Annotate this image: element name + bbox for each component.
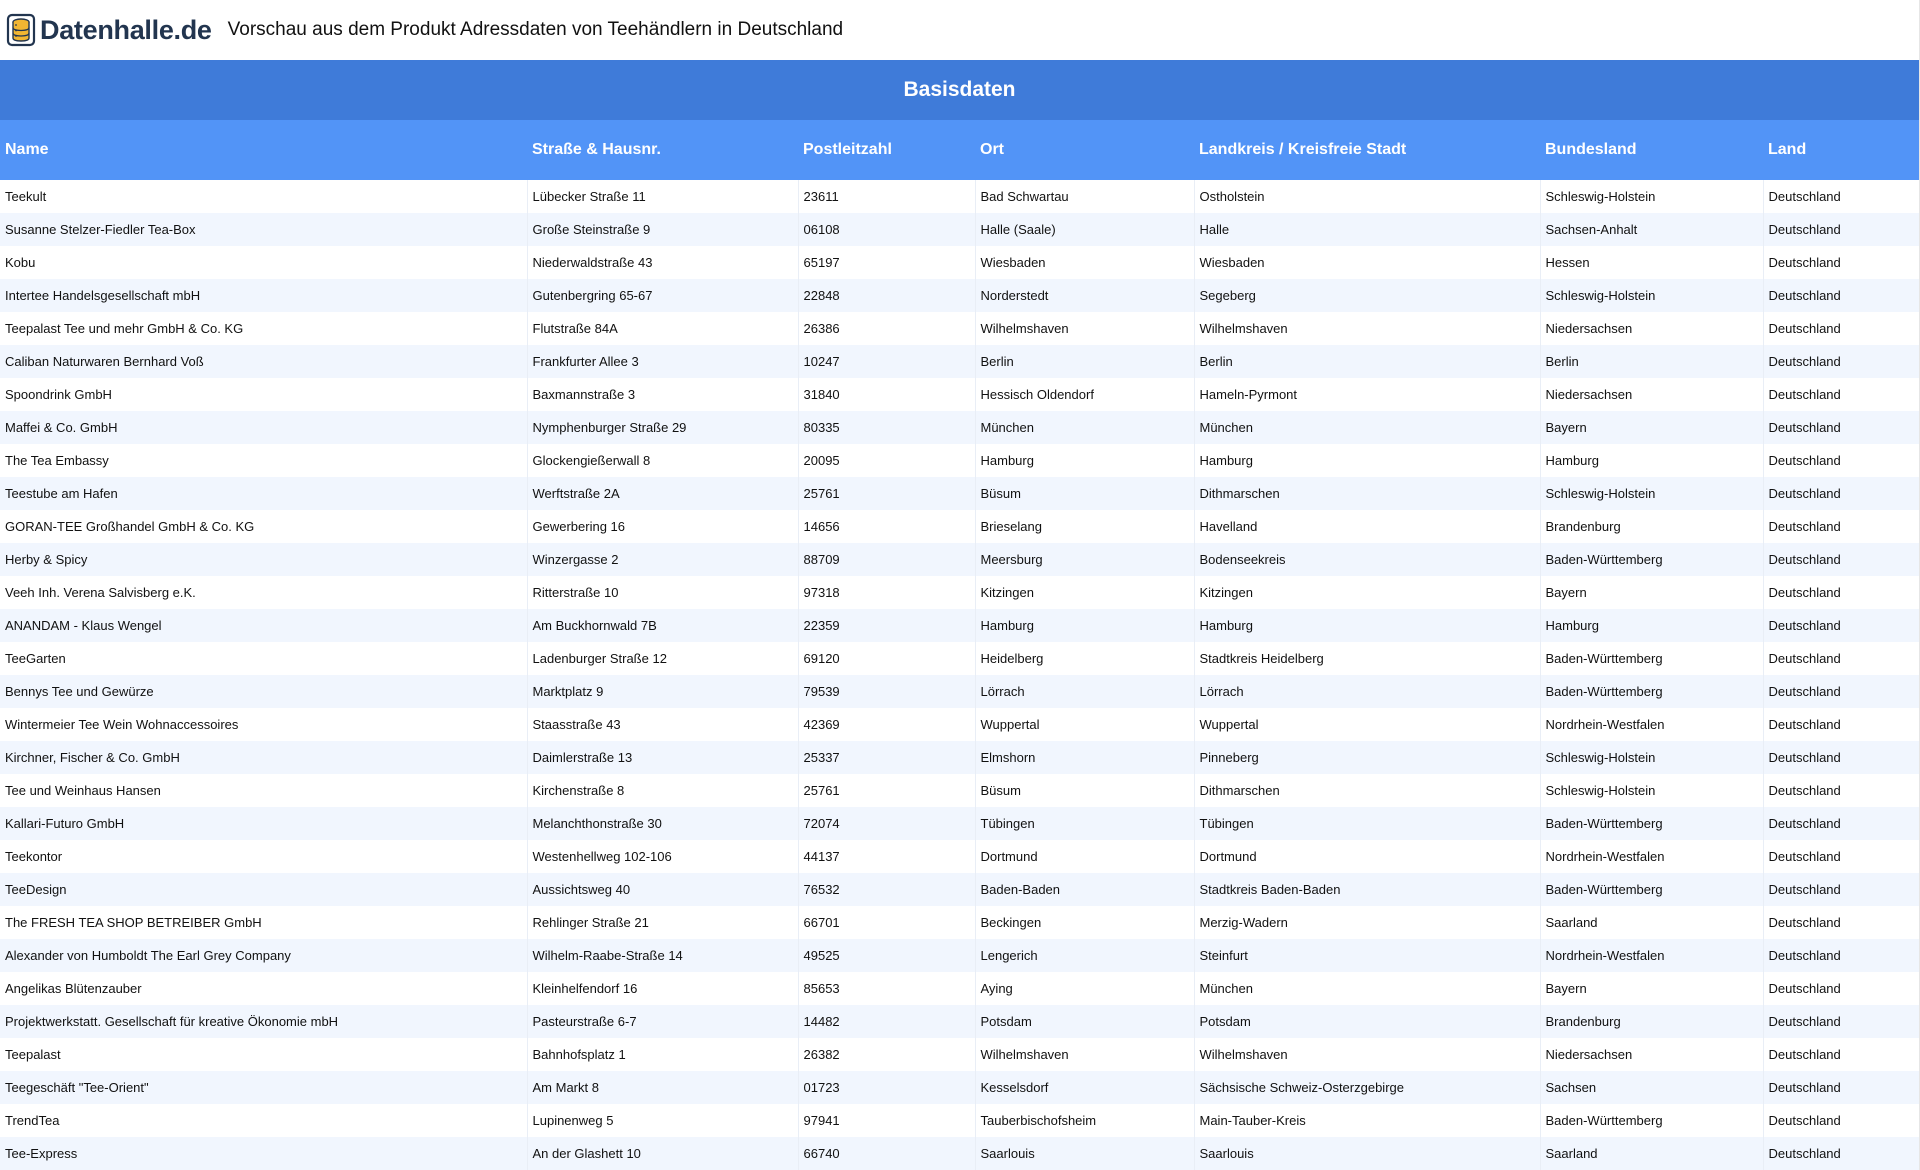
cell-state: Bayern bbox=[1540, 411, 1763, 444]
cell-city: Büsum bbox=[975, 477, 1194, 510]
cell-country: Deutschland bbox=[1763, 840, 1919, 873]
cell-name: Susanne Stelzer-Fiedler Tea-Box bbox=[0, 213, 527, 246]
cell-country: Deutschland bbox=[1763, 510, 1919, 543]
table-row[interactable] bbox=[0, 1104, 1919, 1137]
cell-district: Wilhelmshaven bbox=[1194, 312, 1540, 345]
cell-state: Nordrhein-Westfalen bbox=[1540, 939, 1763, 972]
cell-street: Ritterstraße 10 bbox=[527, 576, 798, 609]
cell-state: Niedersachsen bbox=[1540, 378, 1763, 411]
column-header-postal-code[interactable]: Postleitzahl bbox=[798, 120, 975, 180]
cell-street: Baxmannstraße 3 bbox=[527, 378, 798, 411]
cell-country: Deutschland bbox=[1763, 1071, 1919, 1104]
cell-country: Deutschland bbox=[1763, 378, 1919, 411]
cell-city: Hamburg bbox=[975, 444, 1194, 477]
cell-city: Elmshorn bbox=[975, 741, 1194, 774]
cell-street: Daimlerstraße 13 bbox=[527, 741, 798, 774]
table-row[interactable] bbox=[0, 708, 1919, 741]
cell-country: Deutschland bbox=[1763, 807, 1919, 840]
cell-postal-code: 25761 bbox=[798, 477, 975, 510]
cell-district: Ostholstein bbox=[1194, 180, 1540, 213]
cell-state: Baden-Württemberg bbox=[1540, 642, 1763, 675]
brand-logo[interactable] bbox=[6, 13, 212, 47]
cell-district: Lörrach bbox=[1194, 675, 1540, 708]
cell-postal-code: 72074 bbox=[798, 807, 975, 840]
table-row[interactable] bbox=[0, 642, 1919, 675]
cell-street: Große Steinstraße 9 bbox=[527, 213, 798, 246]
cell-state: Sachsen bbox=[1540, 1071, 1763, 1104]
cell-name: Caliban Naturwaren Bernhard Voß bbox=[0, 345, 527, 378]
cell-city: Norderstedt bbox=[975, 279, 1194, 312]
cell-street: Gutenbergring 65-67 bbox=[527, 279, 798, 312]
cell-city: Saarlouis bbox=[975, 1137, 1194, 1170]
cell-state: Baden-Württemberg bbox=[1540, 543, 1763, 576]
cell-state: Niedersachsen bbox=[1540, 1038, 1763, 1071]
cell-country: Deutschland bbox=[1763, 213, 1919, 246]
cell-country: Deutschland bbox=[1763, 609, 1919, 642]
cell-state: Niedersachsen bbox=[1540, 312, 1763, 345]
cell-city: Brieselang bbox=[975, 510, 1194, 543]
cell-name: Maffei & Co. GmbH bbox=[0, 411, 527, 444]
cell-district: Potsdam bbox=[1194, 1005, 1540, 1038]
cell-state: Baden-Württemberg bbox=[1540, 807, 1763, 840]
table-row[interactable] bbox=[0, 444, 1919, 477]
cell-district: Hameln-Pyrmont bbox=[1194, 378, 1540, 411]
column-header-country[interactable]: Land bbox=[1763, 120, 1919, 180]
cell-state: Berlin bbox=[1540, 345, 1763, 378]
cell-postal-code: 66701 bbox=[798, 906, 975, 939]
cell-state: Bayern bbox=[1540, 576, 1763, 609]
cell-name: TeeDesign bbox=[0, 873, 527, 906]
cell-state: Schleswig-Holstein bbox=[1540, 477, 1763, 510]
cell-street: Wilhelm-Raabe-Straße 14 bbox=[527, 939, 798, 972]
table-row[interactable] bbox=[0, 213, 1919, 246]
table-row[interactable] bbox=[0, 378, 1919, 411]
cell-district: München bbox=[1194, 411, 1540, 444]
cell-name: Kallari-Futuro GmbH bbox=[0, 807, 527, 840]
cell-postal-code: 49525 bbox=[798, 939, 975, 972]
section-title: Basisdaten bbox=[903, 78, 1016, 101]
cell-name: Angelikas Blütenzauber bbox=[0, 972, 527, 1005]
page-title: Vorschau aus dem Produkt Adressdaten von Teehändlern in Deutschland bbox=[227, 19, 844, 40]
cell-street: Niederwaldstraße 43 bbox=[527, 246, 798, 279]
cell-district: Wilhelmshaven bbox=[1194, 1038, 1540, 1071]
cell-street: Winzergasse 2 bbox=[527, 543, 798, 576]
cell-district: Segeberg bbox=[1194, 279, 1540, 312]
cell-postal-code: 23611 bbox=[798, 180, 975, 213]
cell-country: Deutschland bbox=[1763, 675, 1919, 708]
cell-country: Deutschland bbox=[1763, 543, 1919, 576]
cell-postal-code: 14656 bbox=[798, 510, 975, 543]
table-row[interactable] bbox=[0, 180, 1919, 213]
cell-street: Am Markt 8 bbox=[527, 1071, 798, 1104]
cell-name: ANANDAM - Klaus Wengel bbox=[0, 609, 527, 642]
cell-postal-code: 26382 bbox=[798, 1038, 975, 1071]
cell-street: Melanchthonstraße 30 bbox=[527, 807, 798, 840]
cell-postal-code: 06108 bbox=[798, 213, 975, 246]
table-row[interactable] bbox=[0, 972, 1919, 1005]
cell-street: An der Glashett 10 bbox=[527, 1137, 798, 1170]
cell-postal-code: 31840 bbox=[798, 378, 975, 411]
cell-city: Tauberbischofsheim bbox=[975, 1104, 1194, 1137]
cell-postal-code: 97941 bbox=[798, 1104, 975, 1137]
cell-postal-code: 22848 bbox=[798, 279, 975, 312]
cell-state: Schleswig-Holstein bbox=[1540, 741, 1763, 774]
cell-city: Kesselsdorf bbox=[975, 1071, 1194, 1104]
cell-city: Heidelberg bbox=[975, 642, 1194, 675]
cell-city: Wuppertal bbox=[975, 708, 1194, 741]
cell-postal-code: 66740 bbox=[798, 1137, 975, 1170]
database-logo-icon bbox=[6, 13, 36, 47]
cell-name: TeeGarten bbox=[0, 642, 527, 675]
cell-name: Wintermeier Tee Wein Wohnaccessoires bbox=[0, 708, 527, 741]
cell-postal-code: 01723 bbox=[798, 1071, 975, 1104]
table-row[interactable] bbox=[0, 477, 1919, 510]
cell-city: Aying bbox=[975, 972, 1194, 1005]
cell-country: Deutschland bbox=[1763, 345, 1919, 378]
table-row[interactable] bbox=[0, 939, 1919, 972]
cell-city: Berlin bbox=[975, 345, 1194, 378]
column-header-name[interactable]: Name bbox=[0, 120, 527, 180]
cell-district: Stadtkreis Baden-Baden bbox=[1194, 873, 1540, 906]
cell-state: Nordrhein-Westfalen bbox=[1540, 708, 1763, 741]
cell-street: Aussichtsweg 40 bbox=[527, 873, 798, 906]
cell-state: Hamburg bbox=[1540, 444, 1763, 477]
cell-postal-code: 44137 bbox=[798, 840, 975, 873]
cell-state: Nordrhein-Westfalen bbox=[1540, 840, 1763, 873]
table-row[interactable] bbox=[0, 1038, 1919, 1071]
cell-state: Sachsen-Anhalt bbox=[1540, 213, 1763, 246]
cell-district: Havelland bbox=[1194, 510, 1540, 543]
cell-postal-code: 22359 bbox=[798, 609, 975, 642]
table-row[interactable] bbox=[0, 576, 1919, 609]
cell-postal-code: 85653 bbox=[798, 972, 975, 1005]
cell-district: Tübingen bbox=[1194, 807, 1540, 840]
cell-street: Flutstraße 84A bbox=[527, 312, 798, 345]
column-header-city[interactable]: Ort bbox=[975, 120, 1194, 180]
cell-state: Baden-Württemberg bbox=[1540, 1104, 1763, 1137]
cell-state: Brandenburg bbox=[1540, 510, 1763, 543]
cell-street: Glockengießerwall 8 bbox=[527, 444, 798, 477]
cell-postal-code: 69120 bbox=[798, 642, 975, 675]
cell-street: Werftstraße 2A bbox=[527, 477, 798, 510]
cell-city: Halle (Saale) bbox=[975, 213, 1194, 246]
cell-street: Lupinenweg 5 bbox=[527, 1104, 798, 1137]
cell-state: Saarland bbox=[1540, 1137, 1763, 1170]
cell-country: Deutschland bbox=[1763, 1104, 1919, 1137]
cell-state: Hessen bbox=[1540, 246, 1763, 279]
cell-name: Spoondrink GmbH bbox=[0, 378, 527, 411]
cell-name: Teepalast bbox=[0, 1038, 527, 1071]
cell-street: Rehlinger Straße 21 bbox=[527, 906, 798, 939]
cell-street: Frankfurter Allee 3 bbox=[527, 345, 798, 378]
table-body bbox=[0, 180, 1919, 1170]
table-row[interactable] bbox=[0, 246, 1919, 279]
cell-city: Baden-Baden bbox=[975, 873, 1194, 906]
cell-district: Berlin bbox=[1194, 345, 1540, 378]
cell-street: Gewerbering 16 bbox=[527, 510, 798, 543]
table-row[interactable] bbox=[0, 279, 1919, 312]
cell-postal-code: 79539 bbox=[798, 675, 975, 708]
cell-country: Deutschland bbox=[1763, 1005, 1919, 1038]
cell-state: Hamburg bbox=[1540, 609, 1763, 642]
cell-street: Kleinhelfendorf 16 bbox=[527, 972, 798, 1005]
cell-city: München bbox=[975, 411, 1194, 444]
cell-name: The FRESH TEA SHOP BETREIBER GmbH bbox=[0, 906, 527, 939]
cell-postal-code: 25761 bbox=[798, 774, 975, 807]
cell-state: Schleswig-Holstein bbox=[1540, 774, 1763, 807]
cell-postal-code: 20095 bbox=[798, 444, 975, 477]
cell-district: Pinneberg bbox=[1194, 741, 1540, 774]
cell-state: Bayern bbox=[1540, 972, 1763, 1005]
cell-street: Lübecker Straße 11 bbox=[527, 180, 798, 213]
cell-country: Deutschland bbox=[1763, 972, 1919, 1005]
cell-name: Teekontor bbox=[0, 840, 527, 873]
cell-country: Deutschland bbox=[1763, 939, 1919, 972]
brand-name: Datenhalle.de bbox=[40, 14, 212, 45]
cell-city: Wilhelmshaven bbox=[975, 312, 1194, 345]
cell-postal-code: 65197 bbox=[798, 246, 975, 279]
cell-postal-code: 26386 bbox=[798, 312, 975, 345]
cell-district: Dithmarschen bbox=[1194, 774, 1540, 807]
cell-city: Bad Schwartau bbox=[975, 180, 1194, 213]
cell-postal-code: 14482 bbox=[798, 1005, 975, 1038]
table-row[interactable] bbox=[0, 609, 1919, 642]
cell-street: Marktplatz 9 bbox=[527, 675, 798, 708]
cell-country: Deutschland bbox=[1763, 411, 1919, 444]
table-row[interactable] bbox=[0, 840, 1919, 873]
cell-city: Tübingen bbox=[975, 807, 1194, 840]
cell-country: Deutschland bbox=[1763, 1038, 1919, 1071]
cell-name: Teestube am Hafen bbox=[0, 477, 527, 510]
table-row[interactable] bbox=[0, 345, 1919, 378]
cell-country: Deutschland bbox=[1763, 279, 1919, 312]
table-row[interactable] bbox=[0, 675, 1919, 708]
cell-name: TrendTea bbox=[0, 1104, 527, 1137]
table-row[interactable] bbox=[0, 741, 1919, 774]
cell-name: Veeh Inh. Verena Salvisberg e.K. bbox=[0, 576, 527, 609]
address-table bbox=[0, 120, 1919, 1170]
cell-country: Deutschland bbox=[1763, 708, 1919, 741]
cell-name: GORAN-TEE Großhandel GmbH & Co. KG bbox=[0, 510, 527, 543]
cell-name: Tee und Weinhaus Hansen bbox=[0, 774, 527, 807]
cell-state: Schleswig-Holstein bbox=[1540, 279, 1763, 312]
cell-city: Beckingen bbox=[975, 906, 1194, 939]
cell-street: Bahnhofsplatz 1 bbox=[527, 1038, 798, 1071]
cell-street: Nymphenburger Straße 29 bbox=[527, 411, 798, 444]
cell-city: Wiesbaden bbox=[975, 246, 1194, 279]
table-row[interactable] bbox=[0, 312, 1919, 345]
cell-postal-code: 42369 bbox=[798, 708, 975, 741]
table-row[interactable] bbox=[0, 411, 1919, 444]
cell-district: Saarlouis bbox=[1194, 1137, 1540, 1170]
cell-district: Kitzingen bbox=[1194, 576, 1540, 609]
cell-street: Pasteurstraße 6-7 bbox=[527, 1005, 798, 1038]
cell-name: The Tea Embassy bbox=[0, 444, 527, 477]
cell-country: Deutschland bbox=[1763, 180, 1919, 213]
cell-name: Tee-Express bbox=[0, 1137, 527, 1170]
cell-district: München bbox=[1194, 972, 1540, 1005]
cell-postal-code: 76532 bbox=[798, 873, 975, 906]
table-row[interactable] bbox=[0, 1005, 1919, 1038]
column-header-state[interactable]: Bundesland bbox=[1540, 120, 1763, 180]
column-header-street[interactable]: Straße & Hausnr. bbox=[527, 120, 798, 180]
cell-country: Deutschland bbox=[1763, 312, 1919, 345]
table-row[interactable] bbox=[0, 1071, 1919, 1104]
cell-district: Main-Tauber-Kreis bbox=[1194, 1104, 1540, 1137]
cell-city: Büsum bbox=[975, 774, 1194, 807]
cell-postal-code: 88709 bbox=[798, 543, 975, 576]
cell-city: Hessisch Oldendorf bbox=[975, 378, 1194, 411]
cell-name: Bennys Tee und Gewürze bbox=[0, 675, 527, 708]
cell-country: Deutschland bbox=[1763, 477, 1919, 510]
cell-state: Schleswig-Holstein bbox=[1540, 180, 1763, 213]
cell-name: Kobu bbox=[0, 246, 527, 279]
table-row[interactable] bbox=[0, 543, 1919, 576]
cell-state: Baden-Württemberg bbox=[1540, 675, 1763, 708]
cell-street: Westenhellweg 102-106 bbox=[527, 840, 798, 873]
cell-country: Deutschland bbox=[1763, 1137, 1919, 1170]
cell-state: Baden-Württemberg bbox=[1540, 873, 1763, 906]
cell-street: Am Buckhornwald 7B bbox=[527, 609, 798, 642]
cell-country: Deutschland bbox=[1763, 774, 1919, 807]
cell-district: Dithmarschen bbox=[1194, 477, 1540, 510]
cell-country: Deutschland bbox=[1763, 444, 1919, 477]
table-row[interactable] bbox=[0, 906, 1919, 939]
cell-district: Halle bbox=[1194, 213, 1540, 246]
cell-district: Wuppertal bbox=[1194, 708, 1540, 741]
cell-name: Intertee Handelsgesellschaft mbH bbox=[0, 279, 527, 312]
cell-postal-code: 10247 bbox=[798, 345, 975, 378]
cell-district: Sächsische Schweiz-Osterzgebirge bbox=[1194, 1071, 1540, 1104]
cell-country: Deutschland bbox=[1763, 873, 1919, 906]
cell-street: Ladenburger Straße 12 bbox=[527, 642, 798, 675]
cell-state: Brandenburg bbox=[1540, 1005, 1763, 1038]
table-header-row bbox=[0, 120, 1919, 180]
cell-city: Wilhelmshaven bbox=[975, 1038, 1194, 1071]
cell-city: Lörrach bbox=[975, 675, 1194, 708]
cell-country: Deutschland bbox=[1763, 906, 1919, 939]
cell-district: Bodenseekreis bbox=[1194, 543, 1540, 576]
table-row[interactable] bbox=[0, 1137, 1919, 1170]
cell-district: Hamburg bbox=[1194, 444, 1540, 477]
table-row[interactable] bbox=[0, 774, 1919, 807]
cell-city: Hamburg bbox=[975, 609, 1194, 642]
table-row[interactable] bbox=[0, 873, 1919, 906]
cell-postal-code: 80335 bbox=[798, 411, 975, 444]
cell-district: Hamburg bbox=[1194, 609, 1540, 642]
cell-name: Alexander von Humboldt The Earl Grey Company bbox=[0, 939, 527, 972]
cell-city: Lengerich bbox=[975, 939, 1194, 972]
cell-name: Herby & Spicy bbox=[0, 543, 527, 576]
cell-country: Deutschland bbox=[1763, 576, 1919, 609]
section-header bbox=[0, 60, 1919, 120]
cell-state: Saarland bbox=[1540, 906, 1763, 939]
cell-district: Wiesbaden bbox=[1194, 246, 1540, 279]
cell-postal-code: 25337 bbox=[798, 741, 975, 774]
cell-name: Projektwerkstatt. Gesellschaft für kreative Ökonomie mbH bbox=[0, 1005, 527, 1038]
cell-district: Stadtkreis Heidelberg bbox=[1194, 642, 1540, 675]
cell-street: Staasstraße 43 bbox=[527, 708, 798, 741]
cell-city: Kitzingen bbox=[975, 576, 1194, 609]
cell-street: Kirchenstraße 8 bbox=[527, 774, 798, 807]
cell-country: Deutschland bbox=[1763, 741, 1919, 774]
table-row[interactable] bbox=[0, 807, 1919, 840]
cell-district: Steinfurt bbox=[1194, 939, 1540, 972]
cell-postal-code: 97318 bbox=[798, 576, 975, 609]
cell-country: Deutschland bbox=[1763, 246, 1919, 279]
cell-city: Potsdam bbox=[975, 1005, 1194, 1038]
cell-district: Dortmund bbox=[1194, 840, 1540, 873]
top-bar bbox=[0, 0, 1919, 60]
cell-country: Deutschland bbox=[1763, 642, 1919, 675]
cell-city: Dortmund bbox=[975, 840, 1194, 873]
cell-name: Kirchner, Fischer & Co. GmbH bbox=[0, 741, 527, 774]
column-header-district[interactable]: Landkreis / Kreisfreie Stadt bbox=[1194, 120, 1540, 180]
cell-district: Merzig-Wadern bbox=[1194, 906, 1540, 939]
cell-name: Teegeschäft "Tee-Orient" bbox=[0, 1071, 527, 1104]
cell-city: Meersburg bbox=[975, 543, 1194, 576]
cell-name: Teekult bbox=[0, 180, 527, 213]
table-row[interactable] bbox=[0, 510, 1919, 543]
cell-name: Teepalast Tee und mehr GmbH & Co. KG bbox=[0, 312, 527, 345]
